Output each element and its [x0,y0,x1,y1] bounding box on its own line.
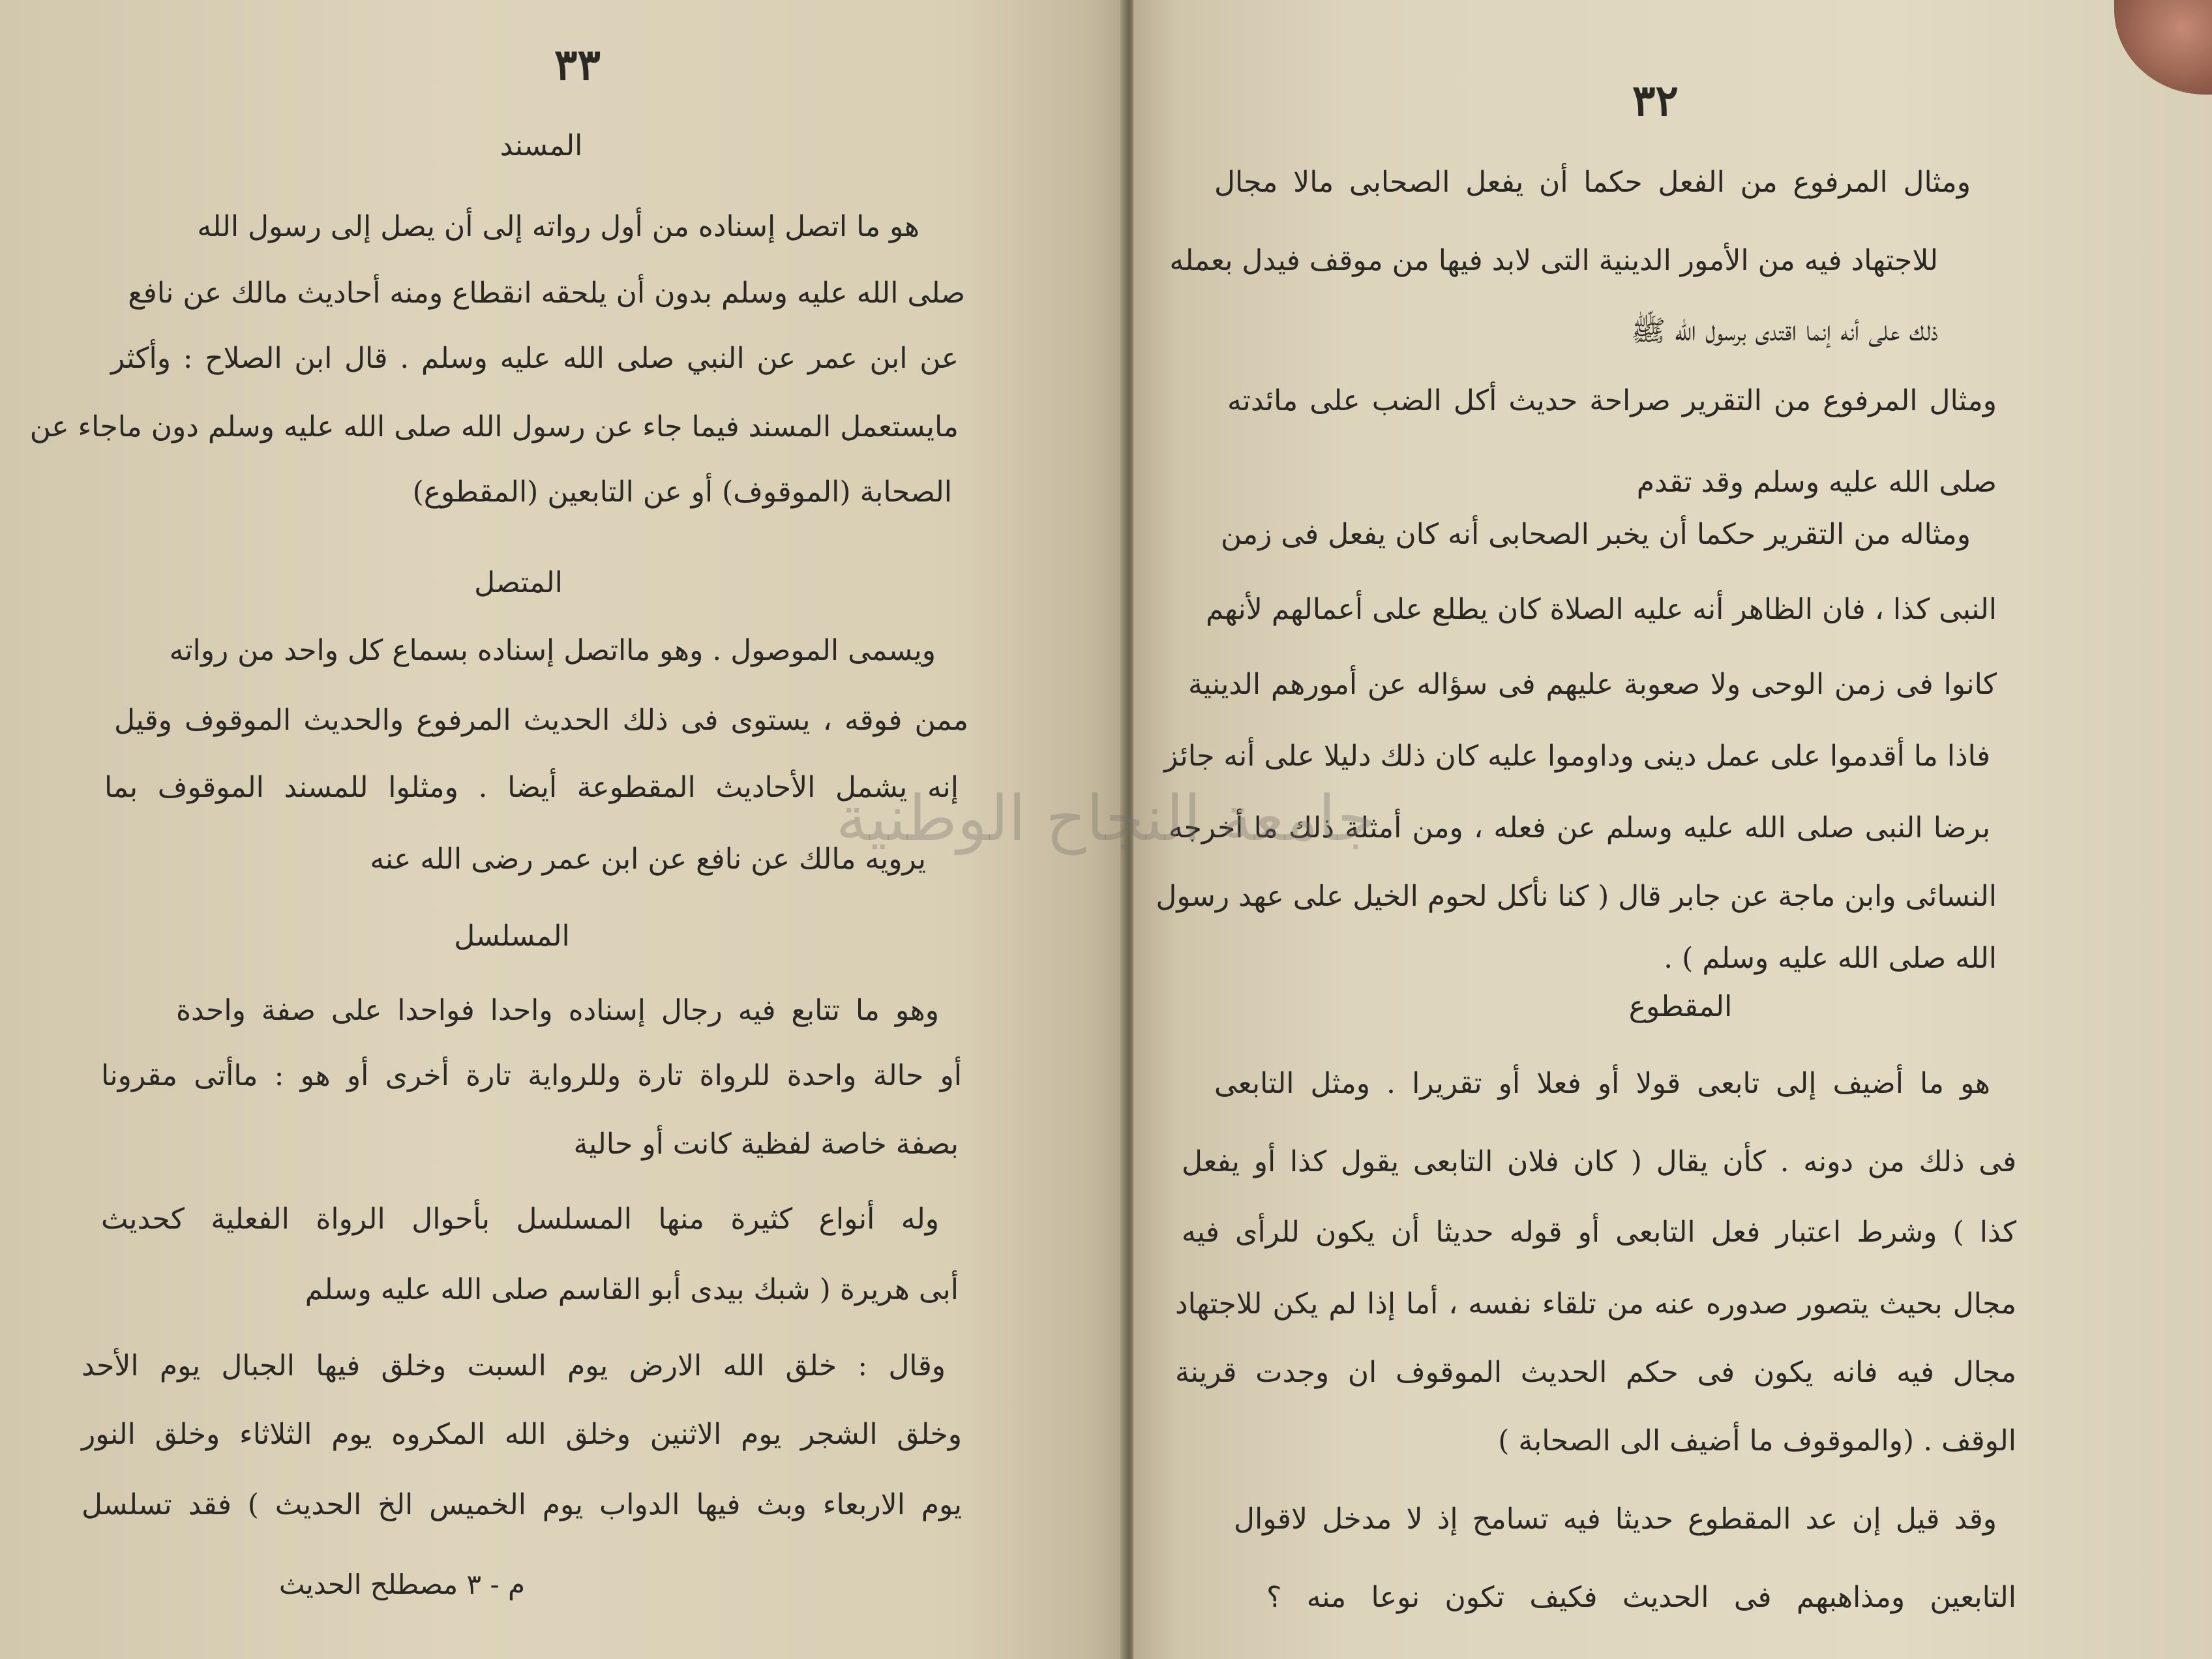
right-page-number: ٣٢ [1632,75,1679,126]
text-line: ومثال المرفوع من الفعل حكما أن يفعل الصحابى مالا مجال [1214,166,1971,199]
text-line: أو حالة واحدة للرواة تارة وللرواية تارة أخرى أو هو : ماأتى مقرونا [101,1059,962,1092]
text-line: النبى كذا ، فان الظاهر أنه عليه الصلاة كان يطلع على أعمالهم لأنهم [1205,593,1997,626]
text-line: صلى الله عليه وسلم وقد تقدم [1636,466,1997,499]
text-line: إنه يشمل الأحاديث المقطوعة أيضا . ومثلوا للمسند الموقوف بما [104,771,959,804]
text-line: فاذا ما أقدموا على عمل دينى وداوموا عليه كان ذلك دليلا على أنه جائز [1164,740,1990,773]
text-line: النسائى وابن ماجة عن جابر قال ( كنا نأكل لحوم الخيل على عهد رسول [1156,880,1997,913]
text-line: عن ابن عمر عن النبي صلى الله عليه وسلم . قال ابن الصلاح : وأكثر [111,342,959,375]
text-line: هو ما أضيف إلى تابعى قولا أو فعلا أو تقريرا . ومثل التابعى [1214,1067,1990,1100]
text-line: يوم الاربعاء وبث فيها الدواب يوم الخميس الخ الحديث ) فقد تسلسل [82,1488,962,1521]
section-heading-muttasil: المتصل [474,566,563,599]
left-page-number: ٣٣ [554,39,601,90]
text-line: وقال : خلق الله الارض يوم السبت وخلق فيها الجبال يوم الأحد [82,1349,946,1382]
text-line: الصحابة (الموقوف) أو عن التابعين (المقطوع) [412,475,952,509]
section-heading-musnad: المسند [500,129,583,162]
text-line: برضا النبى صلى الله عليه وسلم عن فعله ، ومن أمثلة ذلك ما أخرجه [1169,811,1990,844]
text-line: ممن فوقه ، يستوى فى ذلك الحديث المرفوع والحديث الموقوف وقيل [114,704,968,737]
text-line: كانوا فى زمن الوحى ولا صعوبة عليهم فى سؤاله عن أمورهم الدينية [1188,668,1997,701]
text-line: أبى هريرة ( شبك بيدى أبو القاسم صلى الله عليه وسلم [305,1273,959,1306]
text-line: ويسمى الموصول . وهو مااتصل إسناده بسماع كل واحد من رواته [169,634,936,667]
text-line: هو ما اتصل إسناده من أول رواته إلى أن يصل إلى رسول الله [197,210,919,243]
text-line: فى ذلك من دونه . كأن يقال ( كان فلان التابعى يقول كذا أو يفعل [1182,1145,2016,1178]
section-heading-musalsal: المسلسل [454,919,570,953]
text-line: وهو ما تتابع فيه رجال إسناده واحدا فواحدا على صفة واحدة [176,994,939,1027]
text-line: مايستعمل المسند فيما جاء عن رسول الله صلى الله عليه وسلم دون ماجاء عن [29,410,959,443]
text-line: مجال بحيث يتصور صدوره عنه من تلقاء نفسه ، أما إذا لم يكن للاجتهاد [1175,1287,2016,1321]
text-line: يرويه مالك عن نافع عن ابن عمر رضى الله عنه [370,843,926,876]
section-heading-maqtu: المقطوع [1628,990,1733,1023]
text-line: كذا ) وشرط اعتبار فعل التابعى أو قوله حديثا أن يكون للرأى فيه [1182,1216,2016,1249]
text-line: ذلك على أنه إنما اقتدى برسول الله ﷺ [1630,314,1938,348]
text-line: وخلق الشجر يوم الاثنين وخلق الله المكروه يوم الثلاثاء وخلق النور [82,1418,962,1451]
text-line: ومثال المرفوع من التقرير صراحة حديث أكل الضب على مائدته [1227,384,1997,417]
text-line: الله صلى الله عليه وسلم ) . [1664,942,1997,975]
text-line: ومثاله من التقرير حكما أن يخبر الصحابى أنه كان يفعل فى زمن [1221,518,1971,551]
text-line: مجال فيه فانه يكون فى حكم الحديث الموقوف ان وجدت قرينة [1175,1356,2016,1389]
text-line: الوقف . (والموقوف ما أضيف الى الصحابة ) [1498,1424,2016,1457]
text-line: للاجتهاد فيه من الأمور الدينية التى لابد فيها من موقف فيدل بعمله [1169,244,1938,277]
page-footer: م - ٣ مصطلح الحديث [278,1568,525,1600]
text-line: صلى الله عليه وسلم بدون أن يلحقه انقطاع ومنه أحاديث مالك عن نافع [128,276,965,310]
text-line: وقد قيل إن عد المقطوع حديثا فيه تسامح إذ لا مدخل لاقوال [1234,1502,1997,1536]
text-line: بصفة خاصة لفظية كانت أو حالية [573,1128,959,1161]
text-line: وله أنواع كثيرة منها المسلسل بأحوال الرواة الفعلية كحديث [101,1203,939,1236]
text-line: التابعين ومذاهبهم فى الحديث فكيف تكون نوعا منه ؟ [1266,1581,2016,1614]
university-watermark: جامعة النجاح الوطنية [835,782,1376,855]
